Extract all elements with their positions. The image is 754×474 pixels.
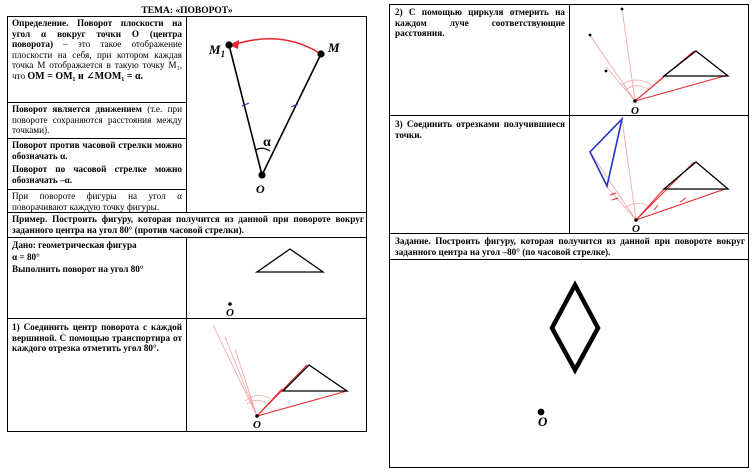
- task-rhombus: [552, 285, 598, 370]
- given-center-label: O: [226, 307, 234, 319]
- motion-note: Поворот является движением (т.е. при повороте сохраняются расстояния между точками).: [12, 104, 182, 136]
- step-2-text: 2) С помощью циркуля отмерить на каждом луче соответствующие расстояния.: [395, 7, 565, 39]
- given-line-3: Выполнить поворот на угол 80°: [12, 264, 144, 274]
- direction-ccw-note: Поворот против часовой стрелки можно обозначать α.: [12, 140, 182, 161]
- svg-text:O: O: [631, 105, 639, 117]
- step-2-figure: [570, 5, 749, 115]
- label-alpha: α: [263, 135, 271, 150]
- svg-text:O: O: [253, 419, 261, 431]
- given-line-1: Дано: геометрическая фигура: [12, 240, 137, 250]
- step-3-text: 3) Соединить отрезками получившиеся точки.: [395, 119, 565, 140]
- point-m: [317, 50, 324, 57]
- label-o: O: [256, 182, 265, 196]
- task-figure: [390, 260, 748, 467]
- step-1-text: 1) Соединить центр поворота с каждой вершиной. С помощью транспортира от каждого отрезка отметить угол 80°.: [12, 322, 182, 354]
- page-title: ТЕМА: «ПОВОРОТ»: [141, 6, 233, 16]
- step-1-figure: [187, 319, 367, 432]
- row-divider-3: [7, 189, 187, 190]
- svg-text:O: O: [632, 223, 640, 235]
- row-divider-2: [7, 138, 187, 139]
- direction-cw-note: Поворот по часовой стрелке можно обозначать –α.: [12, 164, 182, 185]
- figure-rule-note: При повороте фигуры на угол α поворачивают каждую точку фигуры.: [12, 191, 182, 212]
- label-m1: $M_1$: [209, 42, 226, 59]
- point-m1: [225, 41, 232, 48]
- label-m: M: [328, 40, 340, 55]
- given-center-point: [228, 302, 232, 306]
- ray-o-m: [262, 54, 321, 175]
- definition-text: Определение. Поворот плоскости на угол α вокруг точки O (центра поворота) – это такое отображение плоскости на себя, при котором каждая точка M отображается в такую точку M₁, что OM = OM₁ и ∠MOM₁ = α.: [12, 18, 182, 82]
- steps-row-divider-2: [389, 233, 749, 234]
- row-divider-1: [7, 102, 187, 103]
- example-heading: Пример. Построить фигуру, которая получится из данной при повороте вокруг заданного центра на угол 80° (против часовой стрелки).: [12, 214, 364, 235]
- task-text: Задание. Построить фигуру, которая получится из данной при повороте вокруг заданного центра на угол –80° (по часовой стрелке).: [395, 236, 745, 257]
- step-3-figure: [570, 116, 749, 233]
- ray-o-m1: [229, 45, 262, 175]
- given-line-2: α = 80°: [12, 252, 40, 262]
- rotation-arc: [233, 39, 321, 54]
- task-center-label: O: [538, 414, 548, 429]
- given-figure: [187, 238, 367, 318]
- rotation-definition-diagram: [187, 17, 367, 212]
- point-o: [258, 171, 265, 178]
- given-triangle: [257, 249, 323, 272]
